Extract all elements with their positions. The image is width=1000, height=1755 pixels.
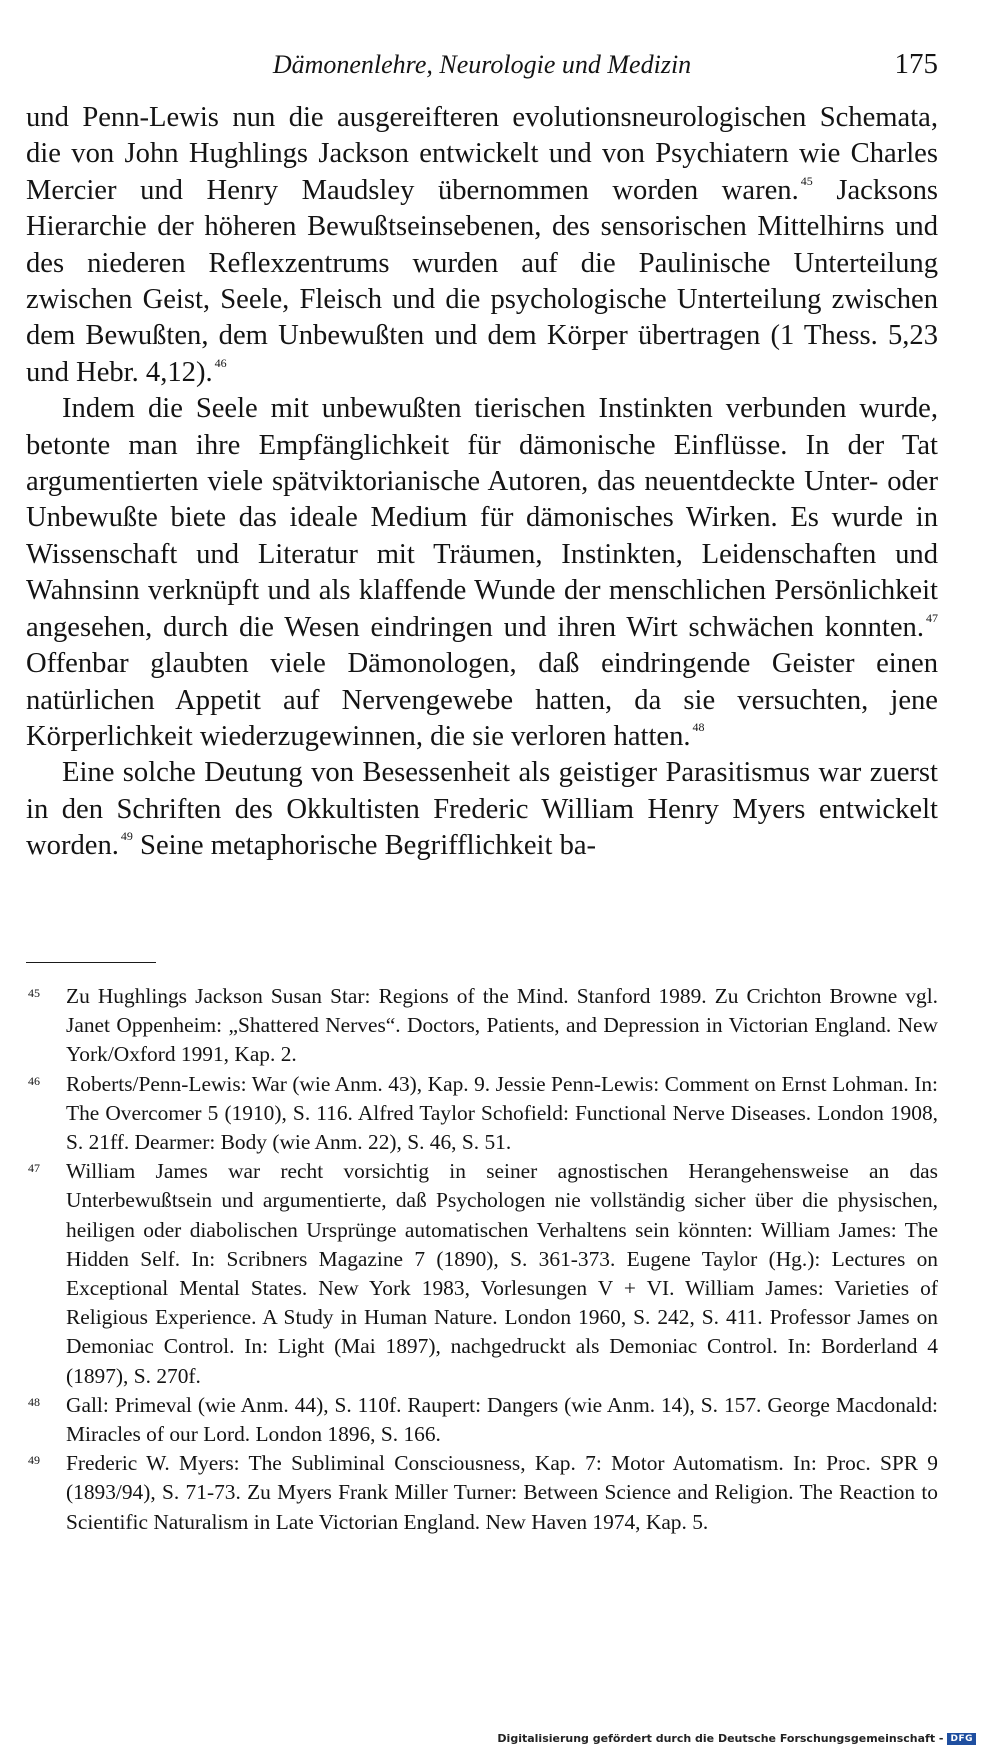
running-title: Dämonenlehre, Neurologie und Medizin bbox=[272, 50, 692, 79]
footnote bbox=[26, 1157, 938, 1391]
footnote-ref[interactable]: 45 bbox=[800, 173, 813, 188]
page-number: 175 bbox=[894, 48, 938, 80]
footnote-ref[interactable]: 48 bbox=[692, 719, 705, 734]
footnote bbox=[26, 1449, 938, 1537]
body-text bbox=[26, 100, 938, 865]
credit-text: Digitalisierung gefördert durch die Deutsche Forschungsgemeinschaft - bbox=[497, 1732, 944, 1745]
footnote-number: 49 bbox=[28, 1453, 40, 1468]
paragraph-text: Offenbar glaubten viele Dämonologen, daß eindringende Geister einen natürlichen Appetit auf Nervengewebe hatten, da sie versuchten, jene Körperlichkeit wiederzugewinnen, die sie verloren hatten. bbox=[26, 648, 938, 752]
footnote bbox=[26, 1391, 938, 1449]
paragraph-text: Eine solche Deutung von Besessenheit als geistiger Parasitismus war zuerst in den Schriften des Okkultisten Frederic William Henry Myers entwickelt worden. bbox=[26, 757, 938, 862]
paragraph bbox=[26, 100, 938, 391]
paragraph-text: Jacksons Hierarchie der höheren Bewußtseinsebenen, des sensorischen Mittelhirns und des niederen Reflexzentrums wurden auf die Paulinische Unterteilung zwischen Geist, Seele, Fleisch und die psychologische Unterteilung zwischen dem Bewußten, dem Unbewußten und dem Körper übertragen (1 Thess. 5,23 und Hebr. 4,12). bbox=[26, 174, 938, 388]
footnote-number: 48 bbox=[28, 1394, 40, 1409]
footnote-number: 47 bbox=[28, 1161, 40, 1176]
footnote-ref[interactable]: 47 bbox=[926, 610, 938, 625]
footnote-number: 46 bbox=[28, 1073, 40, 1088]
footnote-ref[interactable]: 49 bbox=[120, 829, 133, 844]
footnote-divider bbox=[26, 962, 156, 963]
page-header bbox=[26, 44, 938, 96]
footnotes bbox=[26, 982, 938, 1537]
dfg-logo: DFG bbox=[947, 1733, 976, 1745]
paragraph-text: und Penn-Lewis nun die ausgereifteren evolutionsneurologischen Schemata, die von John Hughlings Jackson entwickelt und von Psychiatern wie Charles Mercier und Henry Maudsley übernommen worden waren. bbox=[26, 102, 938, 206]
footnote-ref[interactable]: 46 bbox=[214, 355, 227, 370]
footnote-text: Gall: Primeval (wie Anm. 44), S. 110f. Raupert: Dangers (wie Anm. 14), S. 157. George Macdonald: Miracles of our Lord. London 1896, S. 166. bbox=[66, 1392, 938, 1447]
footnote-number: 45 bbox=[28, 986, 40, 1000]
paragraph-text: Indem die Seele mit unbewußten tierischen Instinkten verbunden wurde, betonte man ihre Empfänglichkeit für dämonische Einflüsse. In der Tat argumentierten viele spätviktorianische Autoren, das neuentdeckte Unter- oder Unbewußte biete das ideale Medium für dämonisches Wirken. Es wurde in Wissenschaft und Literatur mit Träumen, Instinkten, Leidenschaften und Wahnsinn verknüpft und als klaffende Wunde der menschlichen Persönlichkeit angesehen, durch die Wesen eindringen und ihren Wirt schwächen konnten. bbox=[26, 393, 938, 643]
paragraph bbox=[26, 755, 938, 864]
footnote bbox=[26, 982, 938, 1070]
paragraph-text: Seine metaphorische Begrifflichkeit ba- bbox=[132, 830, 597, 862]
footnote-text: William James war recht vorsichtig in seiner agnostischen Herangehensweise an das Unterbewußtsein und argumentierte, daß Psychologen nie vollständig sicher über die physischen, heiligen oder diabolischen Ursprünge automatischen Verhaltens sein könnten: William James: The Hidden Self. In: Scribners Magazine 7 (1890), S. 361-373. Eugene Taylor (Hg.): Lectures on Exceptional Mental States. New York 1983, Vorlesungen V + VI. William James: Varieties of Religious Experience. A Study in Human Nature. London 1960, S. 242, S. 411. Professor James on Demoniac Control. In: Light (Mai 1897), nachgedruckt als Demoniac Control. In: Borderland 4 (1897), S. 270f. bbox=[66, 1159, 938, 1388]
footnote bbox=[26, 1070, 938, 1158]
paragraph bbox=[26, 391, 938, 755]
footnote-text: Zu Hughlings Jackson Susan Star: Regions of the Mind. Stanford 1989. Zu Crichton Browne vgl. Janet Oppenheim: „Shattered Nerves“. Doctors, Patients, and Depression in Victorian England. New York/Oxford 1991, Kap. 2. bbox=[66, 984, 938, 1067]
footnote-text: Frederic W. Myers: The Subliminal Consciousness, Kap. 7: Motor Automatism. In: Proc. SPR 9 (1893/94), S. 71-73. Zu Myers Frank Miller Turner: Between Science and Religion. The Reaction to Scientific Naturalism in Late Victorian England. New Haven 1974, Kap. 5. bbox=[66, 1451, 938, 1534]
footnote-text: Roberts/Penn-Lewis: War (wie Anm. 43), Kap. 9. Jessie Penn-Lewis: Comment on Ernst Lohman. In: The Overcomer 5 (1910), S. 116. Alfred Taylor Schofield: Functional Nerve Diseases. London 1908, S. 21ff. Dearmer: Body (wie Anm. 22), S. 46, S. 51. bbox=[66, 1071, 938, 1155]
digitization-credit bbox=[497, 1732, 976, 1745]
